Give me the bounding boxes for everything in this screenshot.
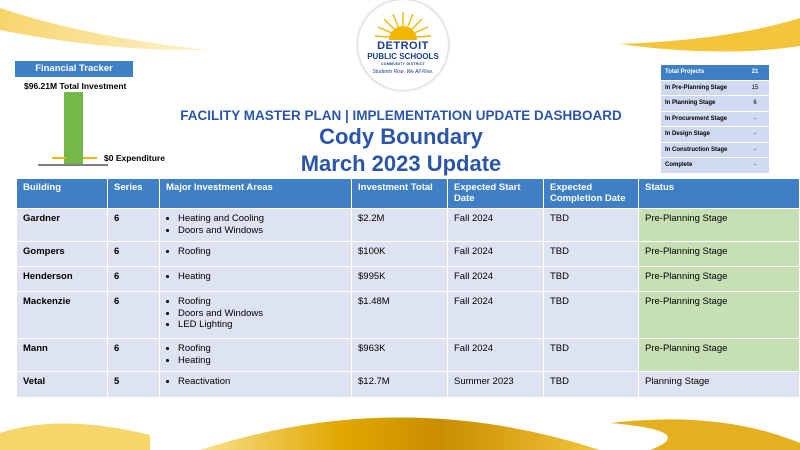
financial-tracker-title: Financial Tracker <box>15 61 133 77</box>
areas-cell <box>160 267 352 292</box>
status-cell: Pre-Planning Stage <box>639 242 800 267</box>
update-date-title: March 2023 Update <box>300 151 502 176</box>
logo-tagline: Students Rise. We All Rise. <box>372 69 434 75</box>
status-cell: Planning Stage <box>639 372 800 397</box>
areas-cell <box>160 209 352 242</box>
investment-areas-list <box>166 343 345 366</box>
summary-value: 6 <box>741 96 769 112</box>
series-cell: 6 <box>108 339 160 372</box>
projects-table <box>17 179 800 397</box>
start-date-cell: Fall 2024 <box>448 339 544 372</box>
list-item: • Heating <box>178 271 345 283</box>
summary-value: - <box>741 127 769 143</box>
col-header-building: Building <box>17 179 108 209</box>
building-cell: Gardner <box>17 209 108 242</box>
boundary-title: Cody Boundary <box>319 124 483 149</box>
summary-label: In Design Stage <box>661 127 741 143</box>
completion-date-cell: TBD <box>544 209 639 242</box>
areas-cell <box>160 242 352 267</box>
dashboard-subtitle: FACILITY MASTER PLAN | IMPLEMENTATION UPDATE DASHBOARD <box>180 108 622 123</box>
col-header-start-date: Expected Start Date <box>448 179 544 209</box>
investment-areas-list <box>166 271 345 283</box>
summary-value: - <box>741 158 769 174</box>
start-date-cell: Fall 2024 <box>448 292 544 339</box>
summary-label: In Planning Stage <box>661 96 741 112</box>
investment-areas-list <box>166 296 345 331</box>
summary-row <box>661 158 769 174</box>
top-right-swoosh-decoration <box>620 0 800 60</box>
status-cell: Pre-Planning Stage <box>639 292 800 339</box>
total-investment-label: $96.21M Total Investment <box>24 81 127 91</box>
investment-total-cell: $100K <box>352 242 448 267</box>
list-item: • Reactivation <box>178 376 345 388</box>
list-item: • LED Lighting <box>178 319 345 331</box>
investment-total-cell: $12.7M <box>352 372 448 397</box>
start-date-cell: Fall 2024 <box>448 209 544 242</box>
summary-row <box>661 65 769 80</box>
bottom-swoosh-decoration <box>0 395 800 450</box>
start-date-cell: Summer 2023 <box>448 372 544 397</box>
status-cell: Pre-Planning Stage <box>639 267 800 292</box>
top-left-swoosh-decoration <box>0 0 220 60</box>
status-cell: Pre-Planning Stage <box>639 339 800 372</box>
col-header-series: Series <box>108 179 160 209</box>
dps-logo <box>358 0 448 92</box>
tracker-axis <box>38 164 108 166</box>
logo-name-line3: COMMUNITY DISTRICT <box>380 62 426 66</box>
table-row <box>17 372 800 397</box>
expenditure-marker <box>52 157 66 159</box>
completion-date-cell: TBD <box>544 372 639 397</box>
logo-name-line2: PUBLIC SCHOOLS <box>367 52 439 61</box>
list-item: • Roofing <box>178 343 345 355</box>
summary-row <box>661 142 769 158</box>
series-cell: 6 <box>108 267 160 292</box>
summary-label: Complete <box>661 158 741 174</box>
table-row <box>17 339 800 372</box>
series-cell: 6 <box>108 292 160 339</box>
total-investment-bar <box>64 92 83 164</box>
summary-row <box>661 127 769 143</box>
investment-areas-list <box>166 213 345 236</box>
summary-row <box>661 111 769 127</box>
list-item: • Roofing <box>178 246 345 258</box>
summary-row <box>661 96 769 112</box>
list-item: • Heating and Cooling <box>178 213 345 225</box>
table-header-row <box>17 179 800 209</box>
building-cell: Gompers <box>17 242 108 267</box>
completion-date-cell: TBD <box>544 339 639 372</box>
col-header-completion-date: Expected Completion Date <box>544 179 639 209</box>
list-item: • Doors and Windows <box>178 308 345 320</box>
investment-areas-list <box>166 376 345 388</box>
status-cell: Pre-Planning Stage <box>639 209 800 242</box>
areas-cell <box>160 372 352 397</box>
list-item: • Doors and Windows <box>178 225 345 237</box>
table-row <box>17 267 800 292</box>
investment-total-cell: $1.48M <box>352 292 448 339</box>
sunrise-icon <box>373 10 433 40</box>
series-cell: 6 <box>108 242 160 267</box>
summary-label: In Construction Stage <box>661 142 741 158</box>
summary-label: In Pre-Planning Stage <box>661 80 741 96</box>
col-header-investment-total: Investment Total <box>352 179 448 209</box>
col-header-areas: Major Investment Areas <box>160 179 352 209</box>
start-date-cell: Fall 2024 <box>448 267 544 292</box>
table-row <box>17 209 800 242</box>
table-row <box>17 242 800 267</box>
summary-value: 21 <box>741 65 769 80</box>
expenditure-marker <box>83 157 97 159</box>
investment-total-cell: $2.2M <box>352 209 448 242</box>
series-cell: 6 <box>108 209 160 242</box>
areas-cell <box>160 292 352 339</box>
summary-value: 15 <box>741 80 769 96</box>
building-cell: Henderson <box>17 267 108 292</box>
areas-cell <box>160 339 352 372</box>
building-cell: Mackenzie <box>17 292 108 339</box>
completion-date-cell: TBD <box>544 242 639 267</box>
expenditure-label: $0 Expenditure <box>104 153 165 163</box>
completion-date-cell: TBD <box>544 292 639 339</box>
summary-value: - <box>741 142 769 158</box>
summary-label: In Procurement Stage <box>661 111 741 127</box>
logo-name-line1: DETROIT <box>377 40 429 52</box>
start-date-cell: Fall 2024 <box>448 242 544 267</box>
series-cell: 5 <box>108 372 160 397</box>
investment-areas-list <box>166 246 345 258</box>
summary-value: - <box>741 111 769 127</box>
project-summary-table <box>661 65 769 174</box>
table-row <box>17 292 800 339</box>
investment-total-cell: $995K <box>352 267 448 292</box>
list-item: • Heating <box>178 355 345 367</box>
building-cell: Vetal <box>17 372 108 397</box>
col-header-status: Status <box>639 179 800 209</box>
summary-row <box>661 80 769 96</box>
building-cell: Mann <box>17 339 108 372</box>
list-item: • Roofing <box>178 296 345 308</box>
summary-label: Total Projects <box>661 65 741 80</box>
completion-date-cell: TBD <box>544 267 639 292</box>
investment-total-cell: $963K <box>352 339 448 372</box>
